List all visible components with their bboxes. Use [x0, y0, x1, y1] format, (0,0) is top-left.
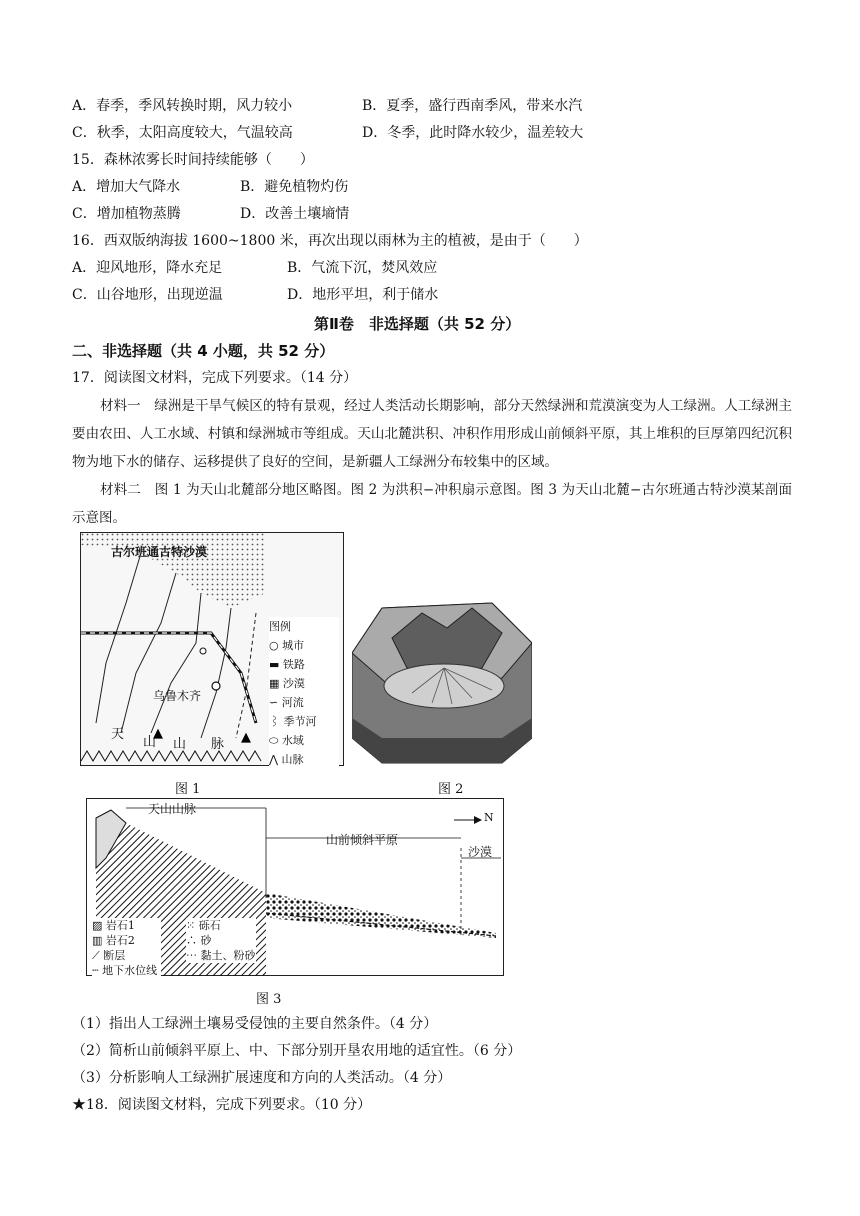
mountain-icon: ⋀ [269, 753, 282, 766]
q14-option-d: D．冬季，此时降水较少，温差较大 [362, 125, 584, 141]
railway-icon: ▬ [269, 658, 283, 671]
fig3-mountain-label: 天山山脉 [148, 802, 197, 816]
q16-option-d: D．地形平坦，利于储水 [287, 287, 439, 303]
q17-material-1: 材料一 绿洲是干旱气候区的特有景观，经过人类活动长期影响，部分天然绿洲和荒漠演变为人工绿洲。人工绿洲主要由农田、人工水域、村镇和绿洲城市等组成。天山北麓洪积、冲积作用形成山前倾斜平原，其上堆积的巨厚第四纪沉积物为地下水的储存、运移提供了良好的空间，是新疆人工绿洲分布较集中的区域。 [72, 398, 792, 470]
fig1-city-label: 乌鲁木齐 [153, 689, 202, 703]
q17-sub-1: （1）指出人工绿洲土壤易受侵蚀的主要自然条件。（4 分） [72, 1016, 438, 1032]
q17-sub-2: （2）简析山前倾斜平原上、中、下部分别开垦农用地的适宜性。（6 分） [72, 1043, 522, 1059]
q18-stem: ★18．阅读图文材料，完成下列要求。（10 分） [72, 1097, 372, 1113]
q16-stem: 16．西双版纳海拔 1600~1800 米，再次出现以雨林为主的植被，是由于（ ） [72, 233, 588, 249]
fig1-legend-title: 图例 [269, 620, 291, 633]
alluvial-fan-block-diagram [352, 598, 532, 766]
figure-2-caption: 图 2 [438, 782, 464, 797]
fig1-legend-mountain: ⋀ 山脉 [269, 753, 304, 766]
figure-1-map [80, 532, 344, 766]
q15-option-a: A．增加大气降水 [72, 179, 181, 195]
q14-option-b: B．夏季，盛行西南季风，带来水汽 [362, 98, 583, 114]
svg-text:▲: ▲ [241, 730, 251, 745]
q16-option-b: B．气流下沉，焚风效应 [287, 260, 438, 276]
fig1-legend-seasonal-river: ⌇ 季节河 [269, 715, 317, 728]
fig1-legend-desert: ▦ 沙漠 [269, 677, 305, 690]
q14-option-c: C．秋季，太阳高度较大，气温较高 [72, 125, 293, 141]
fig1-legend [269, 617, 339, 769]
clay-silt-icon: ⋯ [186, 949, 201, 962]
q15-option-d: D．改善土壤墒情 [240, 206, 350, 222]
figure-3-profile [86, 798, 504, 976]
river-icon: ∽ [269, 696, 282, 709]
fig1-mountain-char-1: 天 [111, 727, 125, 742]
figure-1-caption: 图 1 [175, 782, 201, 797]
figure-2-illustration [352, 598, 532, 766]
fig3-legend-right: ⁙ 砾石 ∴ 砂 ⋯ 黏土、粉砂 [186, 919, 256, 962]
fig1-mountain-char-2: 山 [143, 735, 157, 750]
rock2-icon: ▥ [92, 934, 106, 947]
gravel-icon: ⁙ [186, 919, 199, 932]
fig3-desert-label: 沙漠 [468, 845, 493, 859]
fig3-plain-label: 山前倾斜平原 [326, 833, 399, 847]
svg-text:▲: ▲ [153, 726, 163, 741]
figure-3-caption: 图 3 [256, 992, 282, 1007]
city-icon: ○ [269, 639, 283, 652]
fig1-mountain-char-3: 山 [173, 737, 187, 752]
q14-option-a: A．春季，季风转换时期，风力较小 [72, 98, 293, 114]
q16-option-c: C．山谷地形，出现逆温 [72, 287, 223, 303]
fig1-legend-railway: ▬ 铁路 [269, 658, 305, 671]
volume-title: 第Ⅱ卷 非选择题（共 52 分） [314, 315, 521, 333]
q16-option-a: A．迎风地形，降水充足 [72, 260, 223, 276]
q17-material-2: 材料二 图 1 为天山北麓部分地区略图。图 2 为洪积−冲积扇示意图。图 3 为天山北麓−古尔班通古特沙漠某剖面示意图。 [72, 482, 792, 526]
section-title: 二、非选择题（共 4 小题，共 52 分） [72, 342, 335, 360]
water-body-icon: ⬭ [269, 734, 282, 747]
fig3-legend-left: ▨ 岩石1 ▥ 岩石2 ⟋ 断层 ┄ 地下水位线 [92, 918, 161, 978]
sand-icon: ∴ [186, 934, 201, 947]
fig3-north-label: N [484, 811, 494, 824]
rock1-icon: ▨ [92, 919, 106, 932]
desert-icon: ▦ [269, 677, 283, 690]
fig1-desert-label: 古尔班通古特沙漠 [111, 545, 208, 559]
water-table-icon: ┄ [92, 964, 103, 977]
fig1-legend-water: ⬭ 水域 [269, 734, 304, 747]
fault-icon: ⟋ [92, 949, 104, 962]
q15-option-b: B．避免植物灼伤 [240, 179, 349, 195]
q17-sub-3: （3）分析影响人工绿洲扩展速度和方向的人类活动。（4 分） [72, 1070, 452, 1086]
fig1-legend-city: ○ 城市 [269, 639, 305, 652]
fig1-mountain-char-4: 脉 [211, 737, 225, 752]
q15-stem: 15．森林浓雾长时间持续能够（ ） [72, 152, 314, 168]
q17-stem: 17．阅读图文材料，完成下列要求。（14 分） [72, 370, 358, 386]
seasonal-river-icon: ⌇ [269, 715, 284, 728]
fig1-legend-river: ∽ 河流 [269, 696, 304, 709]
q15-option-c: C．增加植物蒸腾 [72, 206, 181, 222]
